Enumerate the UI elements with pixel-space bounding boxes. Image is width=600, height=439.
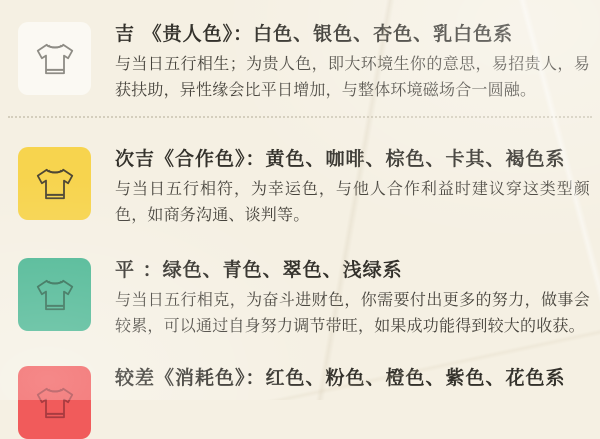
tshirt-tile-yellow	[18, 147, 91, 220]
row-title-auspicious: 吉 《贵人色》：白色、银色、杏色、乳白色系	[115, 23, 514, 45]
tshirt-icon	[31, 379, 79, 427]
row-title-secondary: 次吉《合作色》：黄色、咖啡、棕色、卡其、褐色系	[115, 148, 566, 170]
dotted-separator	[8, 116, 592, 118]
row-description-auspicious: 与当日五行相生；为贵人色，即大环境生你的意思，易招贵人，易获扶助，异性缘会比平日增加，与整体环境磁场合一圆融。	[115, 54, 590, 99]
color-row-auspicious	[18, 22, 590, 103]
row-text-secondary	[115, 147, 590, 228]
color-row-poor	[18, 366, 590, 439]
row-description-secondary: 与当日五行相符，为幸运色，与他人合作利益时建议穿这类型颜色，如商务沟通、谈判等。	[115, 179, 590, 224]
row-title-poor: 较差《消耗色》：红色、粉色、橙色、紫色、花色系	[115, 367, 566, 389]
row-description-neutral: 与当日五行相克，为奋斗进财色，你需要付出更多的努力，做事会较累，可以通过自身努力调节带旺，如果成功能得到较大的收获。	[115, 290, 590, 335]
row-text-auspicious	[115, 22, 590, 103]
row-text-poor	[115, 366, 590, 390]
tshirt-icon	[31, 35, 79, 83]
tshirt-icon	[31, 271, 79, 319]
tshirt-tile-green	[18, 258, 91, 331]
tshirt-icon	[31, 160, 79, 208]
color-row-secondary	[18, 147, 590, 228]
row-title-neutral: 平 ：绿色、青色、翠色、浅绿系	[115, 259, 403, 281]
row-text-neutral	[115, 258, 590, 339]
tshirt-tile-white	[18, 22, 91, 95]
color-row-neutral	[18, 258, 590, 339]
tshirt-tile-red	[18, 366, 91, 439]
